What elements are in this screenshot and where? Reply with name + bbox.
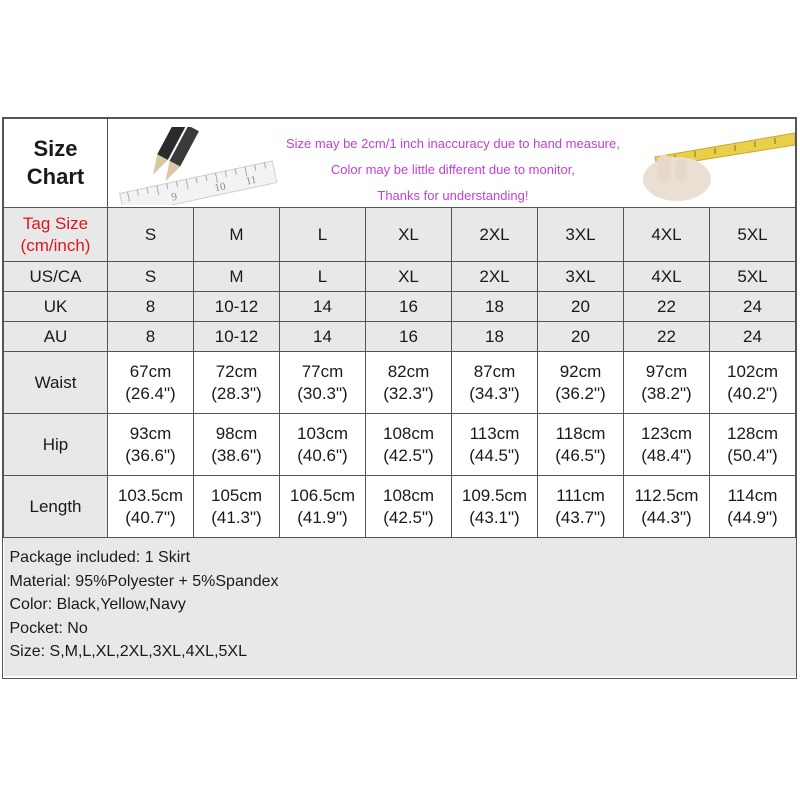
table-cell: 10-12 — [194, 322, 280, 352]
cm-value: 105cm — [210, 485, 263, 505]
info-cell — [4, 538, 796, 677]
tag-size-cell: 5XL — [710, 208, 796, 262]
row-label: US/CA — [4, 262, 108, 292]
info-size: Size: S,M,L,XL,2XL,3XL,4XL,5XL — [9, 643, 247, 660]
table-row-au — [4, 322, 796, 352]
inch-value: (43.1") — [469, 507, 520, 527]
table-cell: 4XL — [624, 262, 710, 292]
table-cell: XL — [366, 262, 452, 292]
size-table — [3, 118, 796, 676]
inch-value: (32.3") — [383, 383, 434, 403]
measure-cell — [538, 414, 624, 476]
measure-cell — [108, 352, 194, 414]
cm-value: 111cm — [556, 485, 605, 505]
note-line-2: Color may be little different due to monitor, — [330, 162, 575, 177]
cm-value: 98cm — [215, 423, 258, 443]
measure-cell — [624, 414, 710, 476]
row-label: Length — [4, 476, 108, 538]
table-row-length — [4, 476, 796, 538]
banner-cell — [108, 119, 796, 208]
cm-value: 67cm — [129, 361, 172, 381]
cm-value: 97cm — [645, 361, 688, 381]
info-package: Package included: 1 Skirt — [9, 549, 191, 566]
measure-cell — [194, 414, 280, 476]
measure-cell — [538, 352, 624, 414]
measure-cell — [280, 476, 366, 538]
inch-value: (42.5") — [383, 507, 434, 527]
tag-size-label-line-2: (cm/inch) — [20, 235, 91, 255]
measure-cell — [280, 352, 366, 414]
cm-value: 77cm — [301, 361, 344, 381]
inch-value: (40.2") — [727, 383, 778, 403]
tag-size-cell: L — [280, 208, 366, 262]
inch-value: (28.3") — [211, 383, 262, 403]
table-cell: 24 — [710, 292, 796, 322]
banner — [108, 119, 795, 207]
measure-cell — [624, 476, 710, 538]
tag-size-label — [4, 208, 108, 262]
inch-value: (48.4") — [641, 445, 692, 465]
row-label: UK — [4, 292, 108, 322]
cm-value: 103cm — [296, 423, 349, 443]
inch-value: (40.6") — [297, 445, 348, 465]
tag-size-cell: S — [108, 208, 194, 262]
measure-cell — [710, 414, 796, 476]
title-line-1: Size — [33, 136, 78, 161]
measure-cell — [366, 414, 452, 476]
measure-cell — [366, 352, 452, 414]
table-cell: 2XL — [452, 262, 538, 292]
inch-value: (34.3") — [469, 383, 520, 403]
measure-cell — [108, 476, 194, 538]
tag-size-cell: 4XL — [624, 208, 710, 262]
measure-cell — [194, 476, 280, 538]
cm-value: 118cm — [555, 423, 606, 443]
tag-size-label-line-1: Tag Size — [22, 213, 89, 233]
table-row-hip — [4, 414, 796, 476]
inch-value: (36.6") — [125, 445, 176, 465]
cm-value: 106.5cm — [289, 485, 356, 505]
measure-cell — [710, 476, 796, 538]
measure-cell — [280, 414, 366, 476]
table-cell: 18 — [452, 292, 538, 322]
measurement-note — [286, 131, 620, 207]
cm-value: 109.5cm — [461, 485, 528, 505]
tag-size-cell: M — [194, 208, 280, 262]
size-chart — [2, 117, 797, 679]
table-cell: 16 — [366, 322, 452, 352]
table-row-uk — [4, 292, 796, 322]
table-cell: M — [194, 262, 280, 292]
inch-value: (46.5") — [555, 445, 606, 465]
cm-value: 112.5cm — [634, 485, 699, 505]
cm-value: 123cm — [640, 423, 693, 443]
title-line-2: Chart — [26, 164, 85, 189]
cm-value: 93cm — [129, 423, 172, 443]
table-cell: 20 — [538, 292, 624, 322]
inch-value: (43.7") — [555, 507, 606, 527]
cm-value: 82cm — [387, 361, 430, 381]
table-cell: 22 — [624, 292, 710, 322]
row-label: AU — [4, 322, 108, 352]
ruler-number-11: 11 — [244, 173, 258, 188]
cm-value: 108cm — [382, 485, 435, 505]
inch-value: (26.4") — [125, 383, 176, 403]
measure-cell — [108, 414, 194, 476]
inch-value: (44.3") — [641, 507, 692, 527]
table-cell: 5XL — [710, 262, 796, 292]
table-cell: 10-12 — [194, 292, 280, 322]
inch-value: (38.2") — [641, 383, 692, 403]
measure-cell — [452, 476, 538, 538]
measure-cell — [452, 352, 538, 414]
cm-value: 87cm — [473, 361, 516, 381]
inch-value: (38.6") — [211, 445, 262, 465]
tag-size-cell: 3XL — [538, 208, 624, 262]
table-cell: 20 — [538, 322, 624, 352]
table-cell: 16 — [366, 292, 452, 322]
inch-value: (42.5") — [383, 445, 434, 465]
table-row-us-ca — [4, 262, 796, 292]
measure-cell — [538, 476, 624, 538]
table-cell: L — [280, 262, 366, 292]
table-cell: 24 — [710, 322, 796, 352]
info-material: Material: 95%Polyester + 5%Spandex — [9, 572, 279, 590]
cm-value: 113cm — [469, 423, 520, 443]
table-cell: 18 — [452, 322, 538, 352]
inch-value: (30.3") — [297, 383, 348, 403]
inch-value: (50.4") — [727, 445, 778, 465]
table-cell: 22 — [624, 322, 710, 352]
inch-value: (36.2") — [555, 383, 606, 403]
measure-cell — [624, 352, 710, 414]
size-chart-title — [4, 119, 108, 208]
cm-value: 103.5cm — [117, 485, 184, 505]
table-cell: 8 — [108, 292, 194, 322]
row-label: Hip — [4, 414, 108, 476]
table-cell: 8 — [108, 322, 194, 352]
inch-value: (41.3") — [211, 507, 262, 527]
product-info — [4, 538, 796, 676]
pencil-ruler-icon — [118, 127, 278, 205]
info-pocket: Pocket: No — [9, 619, 88, 637]
cm-value: 72cm — [215, 361, 258, 381]
inch-value: (41.9") — [297, 507, 348, 527]
inch-value: (44.9") — [727, 507, 778, 527]
hand-measuring-tape-icon — [635, 119, 795, 207]
table-cell: S — [108, 262, 194, 292]
inch-value: (40.7") — [125, 507, 176, 527]
measure-cell — [452, 414, 538, 476]
cm-value: 102cm — [726, 361, 779, 381]
cm-value: 92cm — [559, 361, 602, 381]
cm-value: 108cm — [382, 423, 435, 443]
inch-value: (44.5") — [469, 445, 520, 465]
ruler-number-9: 9 — [170, 190, 179, 204]
table-row-waist — [4, 352, 796, 414]
info-color: Color: Black,Yellow,Navy — [9, 596, 186, 613]
tag-size-cell: 2XL — [452, 208, 538, 262]
cm-value: 114cm — [727, 485, 778, 505]
cm-value: 128cm — [726, 423, 779, 443]
measure-cell — [710, 352, 796, 414]
row-label: Waist — [4, 352, 108, 414]
tag-size-cell: XL — [366, 208, 452, 262]
measure-cell — [366, 476, 452, 538]
ruler-number-10: 10 — [213, 180, 227, 195]
table-cell: 3XL — [538, 262, 624, 292]
table-cell: 14 — [280, 292, 366, 322]
note-line-1: Size may be 2cm/1 inch inaccuracy due to hand measure, — [286, 136, 620, 151]
measure-cell — [194, 352, 280, 414]
table-cell: 14 — [280, 322, 366, 352]
note-line-3: Thanks for understanding! — [377, 188, 529, 203]
